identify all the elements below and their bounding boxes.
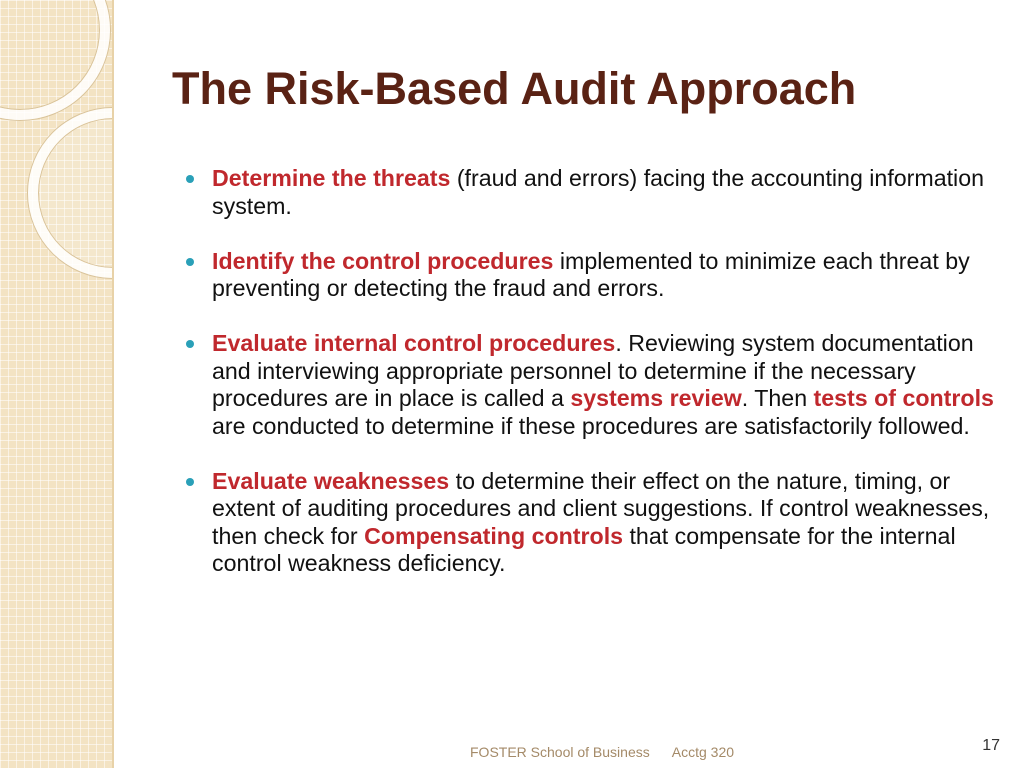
footer-course: Acctg 320 <box>671 744 735 760</box>
decorative-strip-edge <box>112 0 114 768</box>
bullet-text: . Then <box>741 385 814 411</box>
bullet-key-term: Determine the threats <box>212 165 451 191</box>
bullet-key-term: Evaluate internal control procedures <box>212 330 616 356</box>
page-number: 17 <box>982 737 1000 754</box>
bullet-dot-icon <box>186 175 194 183</box>
slide-title: The Risk-Based Audit Approach <box>172 63 857 114</box>
decorative-ring-middle <box>28 108 114 278</box>
bullet-item <box>186 330 1001 440</box>
bullet-key-term: tests of controls <box>813 385 994 411</box>
bullet-dot-icon <box>186 340 194 348</box>
bullet-key-term: systems review <box>570 385 742 411</box>
bullet-dot-icon <box>186 258 194 266</box>
bullet-key-term: Evaluate weaknesses <box>212 467 450 494</box>
bullet-list <box>186 165 1001 605</box>
bullet-key-term: Identify the control procedures <box>212 247 554 274</box>
bullet-text: to determine their effect on the nature, timing, or extent of auditing procedures and client suggestions. If control weaknesses, then check for <box>212 467 990 549</box>
bullet-item <box>186 248 1001 303</box>
decorative-ring-top <box>0 0 110 120</box>
bullet-text: . Reviewing system documentation and interviewing appropriate personnel to determine if the necessary procedures are in place is called a <box>212 330 974 411</box>
footer-school: FOSTER School of Business <box>470 744 650 760</box>
bullet-item <box>186 468 1001 578</box>
bullet-text: that compensate for the internal control weakness deficiency. <box>212 522 956 576</box>
bullet-key-term: Compensating controls <box>364 522 624 549</box>
decorative-side-strip <box>0 0 114 768</box>
slide-footer <box>470 744 734 760</box>
bullet-dot-icon <box>186 478 194 486</box>
bullet-item <box>186 165 1001 220</box>
bullet-text: implemented to minimize each threat by preventing or detecting the fraud and errors. <box>212 247 970 301</box>
bullet-text: are conducted to determine if these procedures are satisfactorily followed. <box>212 412 970 439</box>
bullet-text: (fraud and errors) facing the accounting information system. <box>212 165 984 219</box>
